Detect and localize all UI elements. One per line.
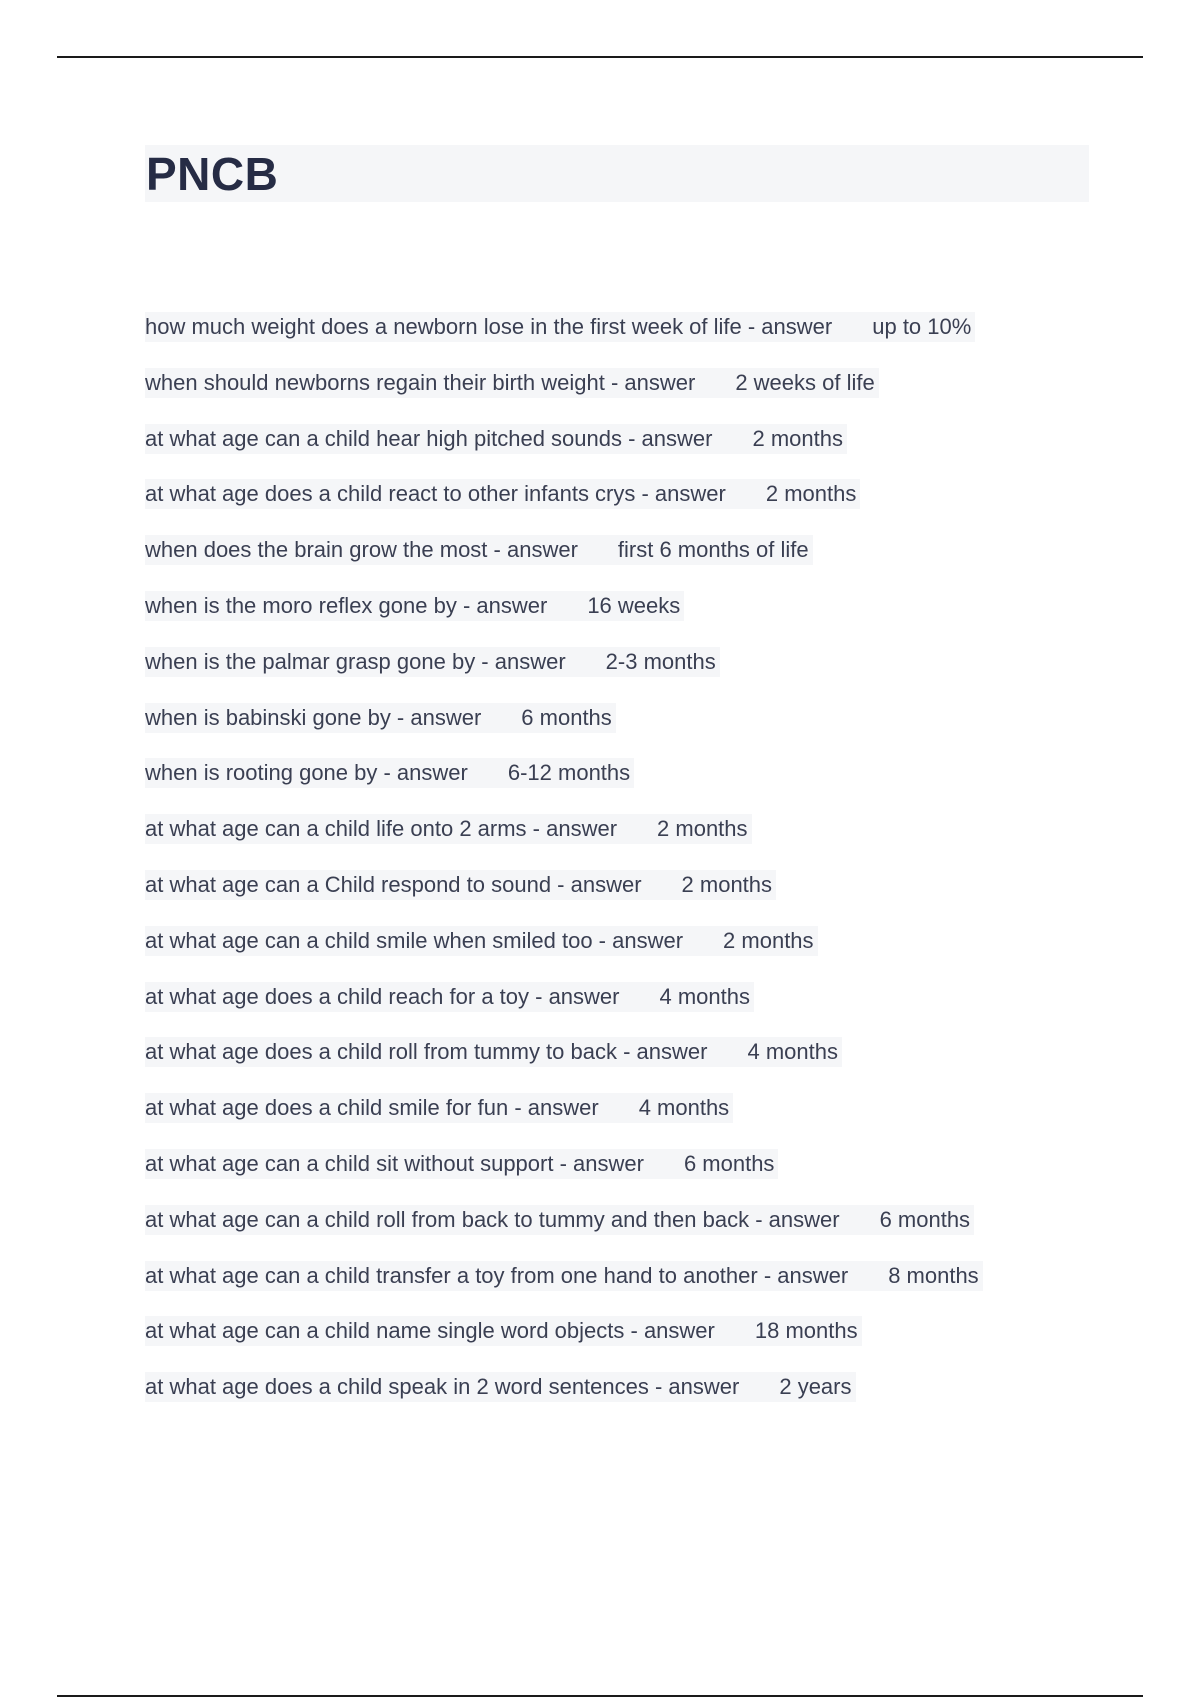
question-text: at what age can a child hear high pitched sounds - answer [145, 424, 752, 454]
qa-item [145, 1261, 1105, 1317]
qa-item [145, 703, 1105, 759]
answer-text: 2 months [752, 424, 847, 454]
answer-text: 6 months [521, 703, 616, 733]
bottom-divider [57, 1695, 1143, 1697]
answer-text: 2 months [766, 479, 861, 509]
qa-item [145, 479, 1105, 535]
qa-item [145, 982, 1105, 1038]
question-text: when does the brain grow the most - answer [145, 535, 618, 565]
question-text: at what age can a child transfer a toy from one hand to another - answer [145, 1261, 888, 1291]
question-text: when is babinski gone by - answer [145, 703, 521, 733]
question-text: when should newborns regain their birth weight - answer [145, 368, 735, 398]
question-text: at what age can a child smile when smiled too - answer [145, 926, 723, 956]
qa-list [145, 312, 1105, 1428]
qa-item [145, 926, 1105, 982]
question-text: at what age can a child roll from back to tummy and then back - answer [145, 1205, 880, 1235]
question-text: at what age does a child react to other infants crys - answer [145, 479, 766, 509]
answer-text: 4 months [659, 982, 754, 1012]
answer-text: 16 weeks [587, 591, 684, 621]
question-text: at what age does a child speak in 2 word sentences - answer [145, 1372, 779, 1402]
question-text: at what age can a Child respond to sound - answer [145, 870, 682, 900]
answer-text: up to 10% [872, 312, 975, 342]
answer-text: 2 months [682, 870, 777, 900]
qa-item [145, 814, 1105, 870]
question-text: when is the palmar grasp gone by - answer [145, 647, 606, 677]
answer-text: 6 months [684, 1149, 779, 1179]
qa-item [145, 1093, 1105, 1149]
qa-item [145, 1149, 1105, 1205]
question-text: at what age can a child name single word objects - answer [145, 1316, 755, 1346]
question-text: at what age can a child sit without support - answer [145, 1149, 684, 1179]
qa-item [145, 1372, 1105, 1428]
qa-item [145, 870, 1105, 926]
qa-item [145, 312, 1105, 368]
question-text: at what age does a child reach for a toy - answer [145, 982, 659, 1012]
page-title: PNCB [146, 148, 279, 200]
qa-item [145, 647, 1105, 703]
answer-text: 2 months [723, 926, 818, 956]
answer-text: 8 months [888, 1261, 983, 1291]
question-text: when is the moro reflex gone by - answer [145, 591, 587, 621]
answer-text: 2-3 months [606, 647, 720, 677]
title-highlight [145, 145, 1089, 202]
question-text: at what age does a child roll from tummy to back - answer [145, 1037, 747, 1067]
answer-text: 2 weeks of life [735, 368, 878, 398]
answer-text: 4 months [639, 1093, 734, 1123]
top-divider [57, 56, 1143, 58]
answer-text: 6 months [880, 1205, 975, 1235]
qa-item [145, 424, 1105, 480]
qa-item [145, 535, 1105, 591]
qa-item [145, 591, 1105, 647]
question-text: how much weight does a newborn lose in the first week of life - answer [145, 312, 872, 342]
qa-item [145, 1316, 1105, 1372]
qa-item [145, 1205, 1105, 1261]
qa-item [145, 368, 1105, 424]
answer-text: first 6 months of life [618, 535, 813, 565]
question-text: when is rooting gone by - answer [145, 758, 508, 788]
qa-item [145, 1037, 1105, 1093]
answer-text: 18 months [755, 1316, 862, 1346]
answer-text: 2 months [657, 814, 752, 844]
answer-text: 2 years [779, 1372, 855, 1402]
question-text: at what age does a child smile for fun - answer [145, 1093, 639, 1123]
question-text: at what age can a child life onto 2 arms - answer [145, 814, 657, 844]
answer-text: 6-12 months [508, 758, 634, 788]
answer-text: 4 months [747, 1037, 842, 1067]
qa-item [145, 758, 1105, 814]
